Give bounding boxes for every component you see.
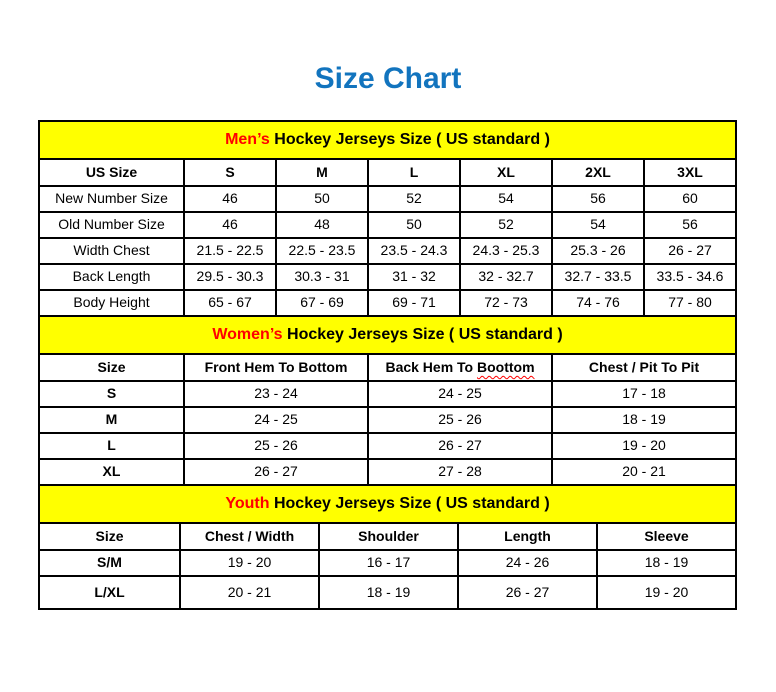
mens-section-title-rest: Hockey Jerseys Size ( US standard ) [269, 131, 550, 149]
youth-header-row [39, 523, 736, 550]
row-label: Body Height [39, 290, 184, 316]
size-value-cell: 20 - 21 [552, 459, 736, 485]
table-row [39, 238, 736, 264]
row-label: Width Chest [39, 238, 184, 264]
womens-section-title-rest: Hockey Jerseys Size ( US standard ) [282, 326, 563, 344]
size-value-cell: 24 - 26 [458, 550, 597, 576]
womens-section-title [39, 316, 736, 354]
size-value-cell: 67 - 69 [276, 290, 368, 316]
size-value-cell: 32.7 - 33.5 [552, 264, 644, 290]
size-value-cell: 25.3 - 26 [552, 238, 644, 264]
size-value-cell: 52 [368, 186, 460, 212]
size-value-cell: 26 - 27 [368, 433, 552, 459]
womens-section-band [39, 316, 736, 354]
table-row [39, 186, 736, 212]
mens-col-header: 2XL [552, 159, 644, 186]
size-value-cell: 18 - 19 [597, 550, 736, 576]
size-value-cell: 31 - 32 [368, 264, 460, 290]
size-value-cell: 46 [184, 186, 276, 212]
size-value-cell: 27 - 28 [368, 459, 552, 485]
mens-size-table [38, 120, 737, 317]
size-value-cell: 26 - 27 [184, 459, 368, 485]
size-tables-container [38, 120, 735, 610]
size-value-cell: 22.5 - 23.5 [276, 238, 368, 264]
row-label: S [39, 381, 184, 407]
table-row [39, 407, 736, 433]
mens-section-title-highlight: Men’s [225, 131, 270, 149]
womens-col-header: Size [39, 354, 184, 381]
table-row [39, 459, 736, 485]
mens-col-header: M [276, 159, 368, 186]
row-label: M [39, 407, 184, 433]
size-value-cell: 24 - 25 [368, 381, 552, 407]
size-value-cell: 54 [552, 212, 644, 238]
row-label: Old Number Size [39, 212, 184, 238]
size-value-cell: 69 - 71 [368, 290, 460, 316]
youth-col-header: Shoulder [319, 523, 458, 550]
youth-col-header: Chest / Width [180, 523, 319, 550]
size-value-cell: 30.3 - 31 [276, 264, 368, 290]
size-value-cell: 19 - 20 [552, 433, 736, 459]
youth-section-title-rest: Hockey Jerseys Size ( US standard ) [269, 495, 550, 513]
size-value-cell: 18 - 19 [552, 407, 736, 433]
size-value-cell: 60 [644, 186, 736, 212]
youth-section-title [39, 485, 736, 523]
mens-col-header: US Size [39, 159, 184, 186]
misspelled-word: Boottom [477, 358, 535, 375]
back-hem-label-prefix: Back Hem To [385, 358, 477, 375]
size-value-cell: 33.5 - 34.6 [644, 264, 736, 290]
mens-col-header: 3XL [644, 159, 736, 186]
size-value-cell: 65 - 67 [184, 290, 276, 316]
row-label: L [39, 433, 184, 459]
womens-col-header-back [368, 354, 552, 381]
size-value-cell: 32 - 32.7 [460, 264, 552, 290]
row-label: S/M [39, 550, 180, 576]
womens-size-table [38, 315, 737, 486]
size-value-cell: 50 [276, 186, 368, 212]
size-value-cell: 46 [184, 212, 276, 238]
womens-header-row [39, 354, 736, 381]
size-value-cell: 16 - 17 [319, 550, 458, 576]
size-value-cell: 24.3 - 25.3 [460, 238, 552, 264]
size-value-cell: 72 - 73 [460, 290, 552, 316]
size-value-cell: 77 - 80 [644, 290, 736, 316]
mens-section-band [39, 121, 736, 159]
size-value-cell: 19 - 20 [597, 576, 736, 609]
size-value-cell: 25 - 26 [184, 433, 368, 459]
size-value-cell: 56 [644, 212, 736, 238]
mens-header-row [39, 159, 736, 186]
youth-col-header: Sleeve [597, 523, 736, 550]
size-value-cell: 23.5 - 24.3 [368, 238, 460, 264]
size-value-cell: 17 - 18 [552, 381, 736, 407]
womens-col-header: Chest / Pit To Pit [552, 354, 736, 381]
row-label: L/XL [39, 576, 180, 609]
size-value-cell: 24 - 25 [184, 407, 368, 433]
size-value-cell: 18 - 19 [319, 576, 458, 609]
table-row [39, 550, 736, 576]
table-row [39, 381, 736, 407]
youth-section-band [39, 485, 736, 523]
row-label: New Number Size [39, 186, 184, 212]
womens-section-title-highlight: Women’s [212, 326, 283, 344]
mens-col-header: S [184, 159, 276, 186]
size-value-cell: 21.5 - 22.5 [184, 238, 276, 264]
youth-section-title-highlight: Youth [225, 495, 270, 513]
table-row [39, 212, 736, 238]
row-label: XL [39, 459, 184, 485]
size-value-cell: 20 - 21 [180, 576, 319, 609]
size-value-cell: 19 - 20 [180, 550, 319, 576]
size-value-cell: 23 - 24 [184, 381, 368, 407]
row-label: Back Length [39, 264, 184, 290]
youth-col-header: Length [458, 523, 597, 550]
page-title: Size Chart [314, 62, 462, 95]
table-row [39, 290, 736, 316]
youth-size-table [38, 484, 737, 610]
size-value-cell: 74 - 76 [552, 290, 644, 316]
youth-col-header: Size [39, 523, 180, 550]
mens-section-title [39, 121, 736, 159]
table-row [39, 264, 736, 290]
size-value-cell: 25 - 26 [368, 407, 552, 433]
mens-col-header: L [368, 159, 460, 186]
table-row [39, 433, 736, 459]
table-row [39, 576, 736, 609]
size-value-cell: 52 [460, 212, 552, 238]
size-value-cell: 26 - 27 [644, 238, 736, 264]
size-value-cell: 26 - 27 [458, 576, 597, 609]
size-value-cell: 56 [552, 186, 644, 212]
mens-col-header: XL [460, 159, 552, 186]
size-value-cell: 48 [276, 212, 368, 238]
size-value-cell: 29.5 - 30.3 [184, 264, 276, 290]
size-value-cell: 50 [368, 212, 460, 238]
size-value-cell: 54 [460, 186, 552, 212]
womens-col-header: Front Hem To Bottom [184, 354, 368, 381]
